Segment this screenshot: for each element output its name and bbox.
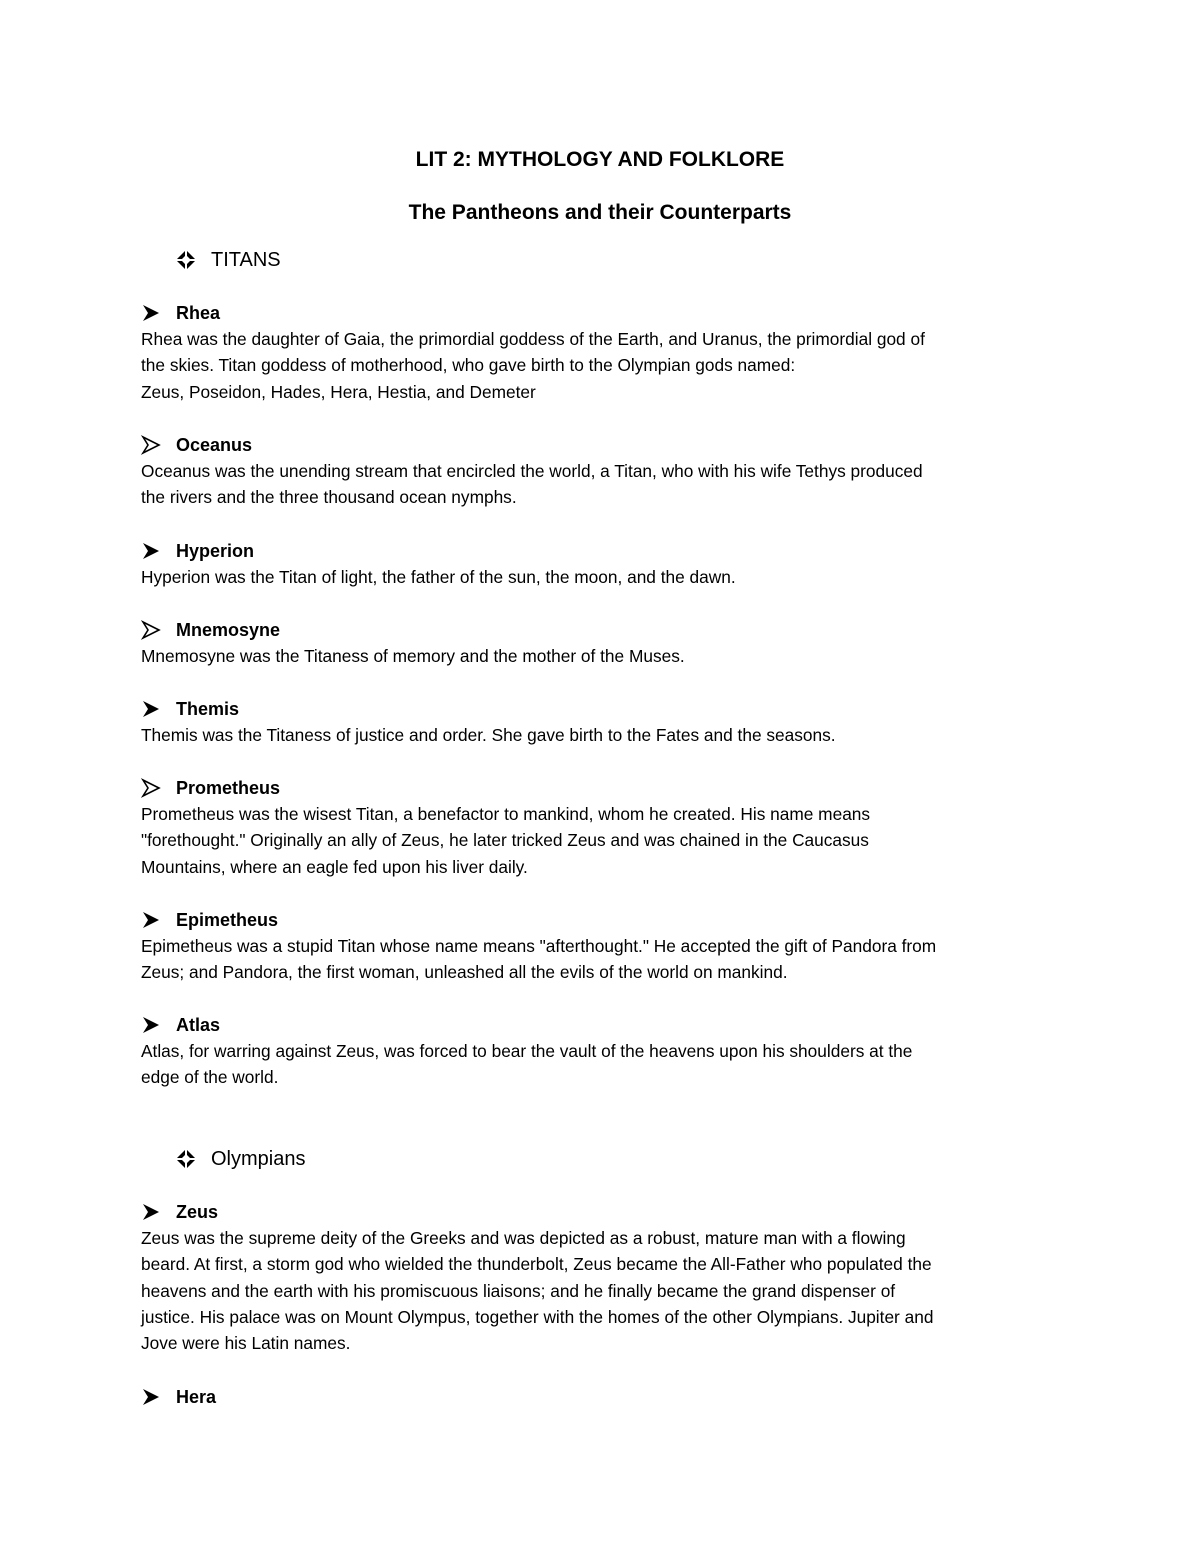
entry-themis: [141, 696, 1071, 748]
diamond-bullet-icon: [175, 249, 197, 271]
entry-name: Atlas: [176, 1015, 221, 1035]
entry-description: Themis was the Titaness of justice and order. She gave birth to the Fates and the seasons.: [141, 725, 836, 745]
entry-description: Hyperion was the Titan of light, the father of the sun, the moon, and the dawn.: [141, 567, 736, 587]
entry-name: Themis: [176, 699, 240, 719]
arrow-bullet-icon: [141, 435, 161, 455]
entry-oceanus: [141, 432, 1071, 511]
arrow-bullet-icon: [141, 778, 161, 798]
arrow-bullet-icon: [141, 1015, 161, 1035]
entry-prometheus: [141, 775, 1071, 880]
entry-atlas: [141, 1012, 1071, 1091]
entry-name: Zeus: [176, 1202, 219, 1222]
entry-description: Mnemosyne was the Titaness of memory and the mother of the Muses.: [141, 646, 685, 666]
entry-name: Mnemosyne: [176, 620, 281, 640]
entry-rhea: [141, 300, 1071, 405]
entry-name: Epimetheus: [176, 910, 279, 930]
entry-name: Hera: [176, 1387, 217, 1407]
entry-name: Prometheus: [176, 778, 281, 798]
entry-description: Zeus was the supreme deity of the Greeks and was depicted as a robust, mature man with a flowing beard. At first, a storm god who wielded the thunderbolt, Zeus became the All-Father who populated the heavens and the earth with his promiscuous liaisons; and he finally became the grand dispenser of justice. His palace was on Mount Olympus, together with the homes of the other Olympians. Jupiter and Jove were his Latin names.: [141, 1228, 934, 1354]
entry-description: Rhea was the daughter of Gaia, the primordial goddess of the Earth, and Uranus, the primordial god of the skies. Titan goddess of motherhood, who gave birth to the Olympian gods named: Zeus, Poseidon, Hades, Hera, Hestia, and Demeter: [141, 329, 925, 402]
section-heading-olympians: [175, 1145, 305, 1173]
entry-zeus: [141, 1199, 1071, 1356]
arrow-bullet-icon: [141, 699, 161, 719]
diamond-bullet-icon: [175, 1148, 197, 1170]
entry-epimetheus: [141, 907, 1071, 986]
entry-mnemosyne: [141, 617, 1071, 669]
section-heading-titans: [175, 246, 281, 274]
entry-name: Rhea: [176, 303, 221, 323]
entry-name: Hyperion: [176, 541, 255, 561]
entry-hyperion: [141, 538, 1071, 590]
arrow-bullet-icon: [141, 1387, 161, 1407]
entry-description: Prometheus was the wisest Titan, a benefactor to mankind, whom he created. His name means "forethought." Originally an ally of Zeus, he later tricked Zeus and was chained in the Caucasus Mountains, where an eagle fed upon his liver daily.: [141, 804, 871, 877]
document-subtitle: The Pantheons and their Counterparts: [408, 201, 792, 224]
section-heading-label: TITANS: [211, 249, 281, 271]
entry-name: Oceanus: [176, 435, 253, 455]
entry-hera: [141, 1384, 1071, 1410]
document-title: LIT 2: MYTHOLOGY AND FOLKLORE: [415, 148, 785, 171]
arrow-bullet-icon: [141, 303, 161, 323]
arrow-bullet-icon: [141, 541, 161, 561]
entry-description: Oceanus was the unending stream that encircled the world, a Titan, who with his wife Tethys produced the rivers and the three thousand ocean nymphs.: [141, 461, 923, 508]
arrow-bullet-icon: [141, 620, 161, 640]
arrow-bullet-icon: [141, 1202, 161, 1222]
arrow-bullet-icon: [141, 910, 161, 930]
entry-description: Epimetheus was a stupid Titan whose name means "afterthought." He accepted the gift of Pandora from Zeus; and Pandora, the first woman, unleashed all the evils of the world on mankind.: [141, 936, 937, 983]
section-heading-label: Olympians: [211, 1148, 306, 1170]
entry-description: Atlas, for warring against Zeus, was forced to bear the vault of the heavens upon his shoulders at the edge of the world.: [141, 1041, 913, 1088]
